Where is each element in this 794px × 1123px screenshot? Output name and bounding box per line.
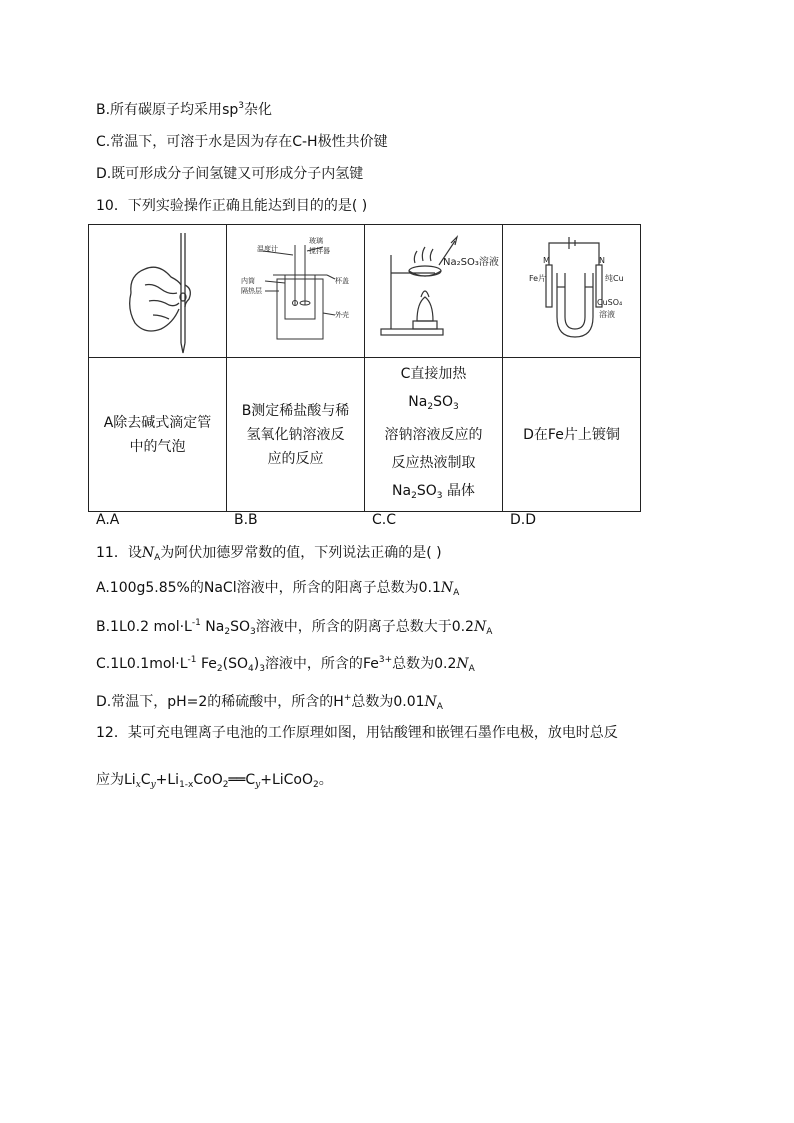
fig-d-label-cu: 纯Cu [605, 274, 624, 283]
q12-stem-line2: 应为$Li_xC_y+Li_{1-x}CoO_2══C_y+LiCoO_2$。 [96, 772, 333, 790]
cell-b-text: B测定稀盐酸与稀 氢氧化钠溶液反 应的反应 [227, 358, 365, 512]
fig-b-label-stirrer: 搅拌器 [309, 247, 330, 255]
cell-d-text: D在Fe片上镀铜 [503, 358, 641, 512]
fig-b-label-glass: 玻璃 [309, 237, 323, 245]
fig-b-label-shell: 外壳 [335, 311, 349, 319]
q10-experiment-table [88, 224, 641, 512]
q10-option-c[interactable]: C.C [372, 512, 397, 528]
q11-option-c: $C.1L0.1mol\cdot L^{-1}$ $Fe_2(SO_4)_3$溶液中，所含的$Fe^{3+}$总数为$0.2N_A$ [96, 655, 475, 674]
fig-d-label-fe: Fe片 [529, 274, 547, 283]
q9-option-b: B.所有碳原子均采用$sp^3$杂化 [96, 101, 272, 118]
cell-c-text: C直接加热 $Na_2SO_3$ 溶钠溶液反应的 反应热液制取 $Na_2SO_3$ 晶体 [365, 358, 503, 512]
q9-option-d: D.既可形成分子间氢键又可形成分子内氢键 [96, 166, 364, 182]
q11-option-b: B.1L0.2 $mol\cdot L^{-1}$ $Na_2SO_3$溶液中，所含的阴离子总数大于$0.2N_A$ [96, 618, 493, 637]
figure-a-burette-hand [89, 225, 227, 358]
fig-d-label-cuso4: CuSO₄ [597, 298, 623, 307]
fig-d-label-n: N [599, 256, 605, 265]
q12-stem-line1: 12．某可充电锂离子电池的工作原理如图，用钴酸锂和嵌锂石墨作电极，放电时总反 [96, 725, 618, 741]
q10-option-a[interactable]: A.A [96, 512, 120, 528]
figure-b-calorimeter [227, 225, 365, 358]
fig-b-label-insulation: 隔热层 [241, 287, 262, 295]
q10-option-d[interactable]: D.D [510, 512, 537, 528]
figure-c-evaporation [365, 225, 503, 358]
q11-stem: 11．设$N_A$为阿伏加德罗常数的值，下列说法正确的是( ) [96, 545, 442, 563]
fig-b-label-thermometer: 温度计 [257, 245, 278, 253]
q10-options [96, 512, 656, 532]
cell-a-text: A除去碱式滴定管 中的气泡 [89, 358, 227, 512]
q9-option-c: C.常温下，可溶于水是因为存在C-H极性共价键 [96, 134, 388, 150]
q11-option-a: A.100g5.85%的NaCl溶液中，所含的阳离子总数为$0.1N_A$ [96, 580, 460, 598]
fig-d-label-sol: 溶液 [599, 310, 615, 319]
fig-c-label-solution: Na₂SO₃溶液 [443, 257, 499, 268]
q11-option-d: D.常温下，pH=2的稀硫酸中，所含的H+总数为$0.01N_A$ [96, 693, 443, 712]
fig-b-label-inner: 内筒 [241, 277, 255, 285]
fig-d-label-m: M [543, 256, 550, 265]
q10-option-b[interactable]: B.B [234, 512, 258, 528]
fig-b-label-lid: 杯盖 [335, 277, 349, 285]
q10-stem: 10．下列实验操作正确且能达到目的的是( ) [96, 198, 368, 214]
figure-d-electroplating [503, 225, 641, 358]
